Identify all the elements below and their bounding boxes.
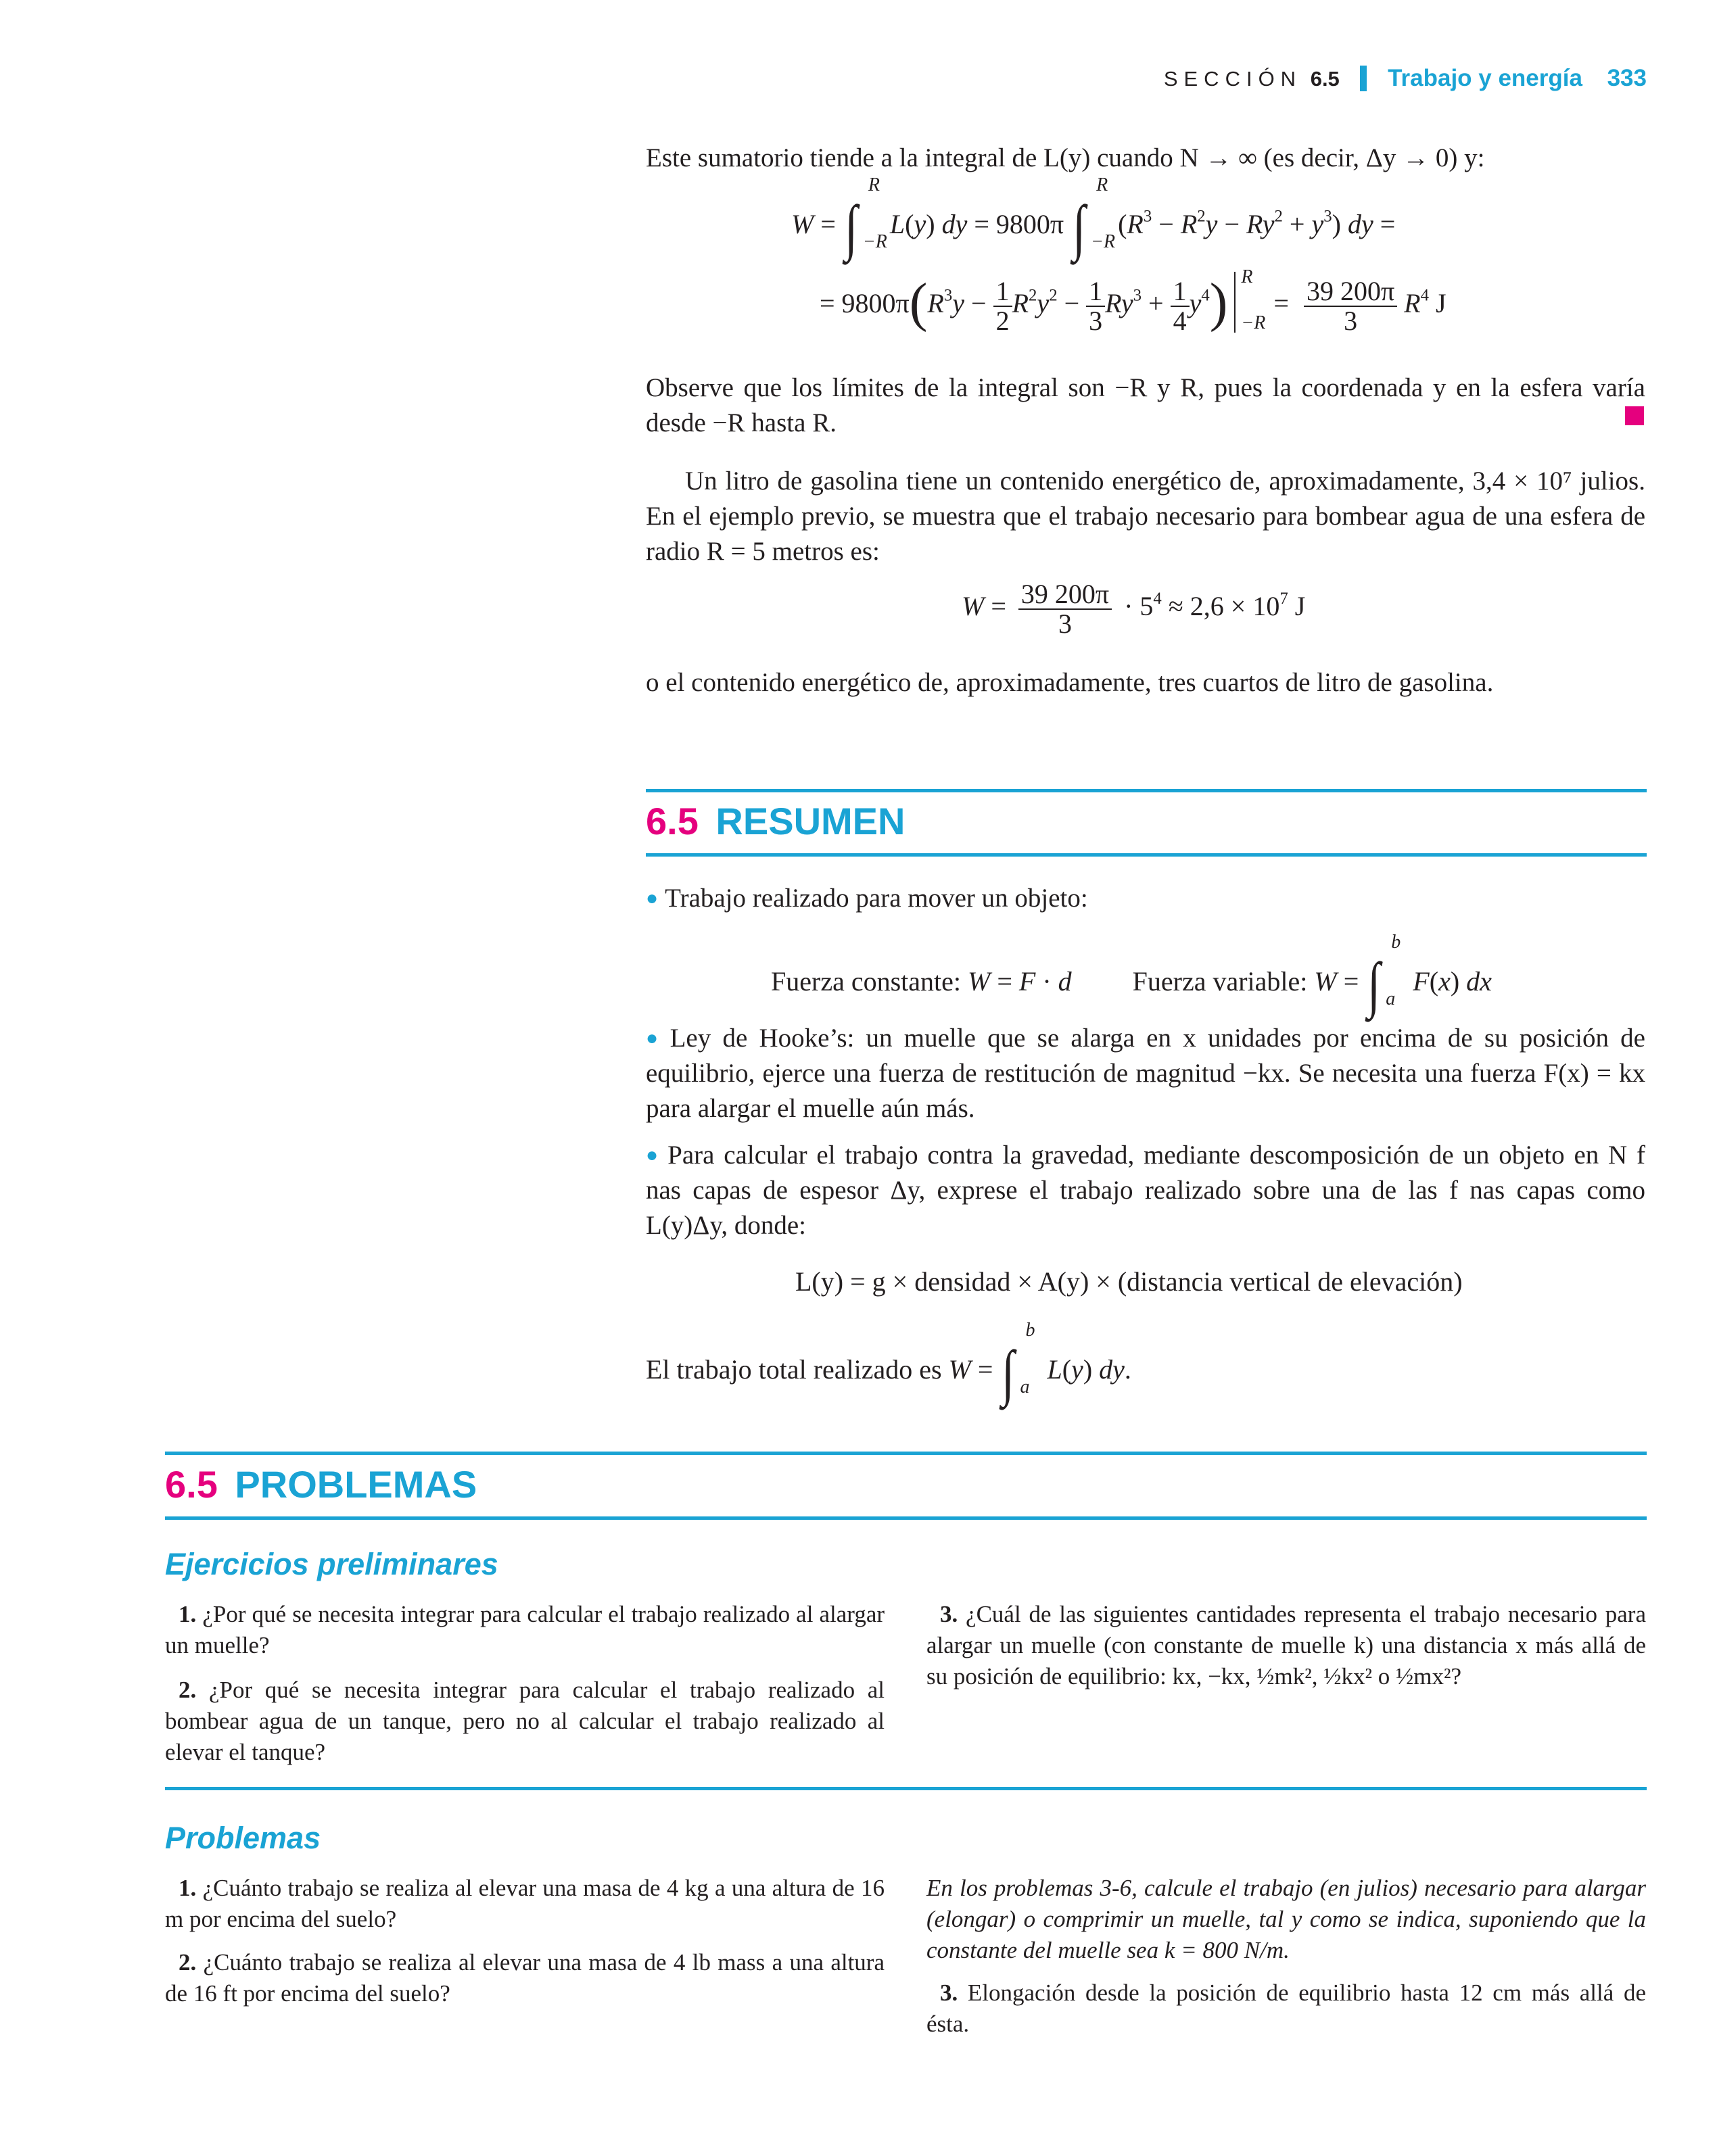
problema-3 xyxy=(926,1978,1646,2040)
resumen-bullet-1 xyxy=(646,881,1645,916)
page-number: 333 xyxy=(1607,65,1647,91)
ejercicio-1-text: ¿Por qué se necesita integrar para calcular el trabajo realizado al alargar un muelle? xyxy=(165,1601,885,1658)
fuerza-constante-label: Fuerza constante: xyxy=(771,966,961,997)
ejercicio-3-number: 3. xyxy=(940,1601,958,1627)
gasolina-paragraph: Un litro de gasolina tiene un contenido energético de, aproximadamente, 3,4 × 10⁷ julios. En el ejemplo previo, se muestra que el trabajo necesario para bombear agua de una esfera de radio R = 5 metros es: xyxy=(646,466,1645,566)
ejercicio-1 xyxy=(165,1599,885,1661)
problema-3-number: 3. xyxy=(940,1980,958,2006)
resumen-heading xyxy=(646,799,905,843)
bullet-icon: ● xyxy=(646,1027,663,1049)
ejercicio-3 xyxy=(926,1599,1646,1692)
ejercicio-2 xyxy=(165,1675,885,1768)
bullet-icon: ● xyxy=(646,887,659,909)
resumen-bottom-rule xyxy=(646,853,1647,857)
equation-work-integral-line2: = $9800\pi(R^3y$ − $\frac{1}{2}$ $R^2y^2$ − $\frac{1}{3}$ $Ry^3$ + $\frac{1}{4}$ $y^4$) R −R = $\frac{39 200\pi}{3}$ $R^4$ J xyxy=(820,266,1446,336)
problema-1-number: 1. xyxy=(179,1875,197,1901)
section-label: SECCIÓN xyxy=(1163,67,1302,91)
bullet-icon: ● xyxy=(646,1144,661,1166)
problemas-heading xyxy=(165,1462,477,1506)
problemas-divider-rule xyxy=(165,1787,1647,1790)
ejercicio-2-number: 2. xyxy=(179,1677,197,1703)
resumen-bullet-3-text: Para calcular el trabajo contra la gravedad, mediante descomposición de un objeto en N f nas capas de espesor Δy, exprese el trabajo realizado sobre una de las f nas capas como L(y)Δy, donde: xyxy=(646,1141,1645,1240)
equation-layer-work: L(y) = g × densidad × A(y) × (distancia vertical de elevación) xyxy=(795,1266,1463,1297)
problema-2-number: 2. xyxy=(179,1949,197,1975)
problemas-title: PROBLEMAS xyxy=(235,1463,477,1506)
resumen-top-rule xyxy=(646,789,1647,792)
problemas-bottom-rule xyxy=(165,1516,1647,1520)
resumen-bullet-2 xyxy=(646,1021,1645,1126)
problemas-instructions: En los problemas 3-6, calcule el trabajo (en julios) necesario para alargar (elongar) o comprimir un muelle, tal y como se indica, suponiendo que la constante del muelle sea k = 800 N/m. xyxy=(926,1875,1646,1963)
equation-work-radius-5: W = $\frac{39 200\pi}{3}$ · $5^4 \approx 2,6 \times 10^7$ J xyxy=(962,579,1306,639)
ejercicio-3-text: ¿Cuál de las siguientes cantidades representa el trabajo necesario para alargar un muelle (con constante de muelle k) una distancia x más allá de su posición de equilibrio: kx, −kx, ½mk², ½kx² o ½mx²? xyxy=(926,1601,1646,1690)
problemas-subheading: Problemas xyxy=(165,1821,321,1855)
observe-paragraph: Observe que los límites de la integral son −R y R, pues la coordenada y en la esfera varía desde −R hasta R. xyxy=(646,373,1645,437)
equation-total-work: El trabajo total realizado es W = ∫ b a L(y) dy. xyxy=(646,1320,1131,1407)
resumen-number: 6.5 xyxy=(646,800,699,842)
intro-paragraph: Este sumatorio tiende a la integral de L(y) cuando N → ∞ (es decir, Δy → 0) y: xyxy=(646,143,1485,172)
fuerza-variable-label: Fuerza variable: xyxy=(1132,966,1308,997)
problema-2-text: ¿Cuánto trabajo se realiza al elevar una masa de 4 lb mass a una altura de 16 ft por encima del suelo? xyxy=(165,1949,885,2007)
equation-force-work: Fuerza constante: W = F · d Fuerza variable: W = ∫ b a F(x) dx xyxy=(771,932,1492,1019)
header-divider xyxy=(1360,66,1367,91)
end-of-example-square xyxy=(1625,406,1644,425)
problema-2 xyxy=(165,1947,885,2009)
section-number: 6.5 xyxy=(1310,67,1340,91)
ejercicio-2-text: ¿Por qué se necesita integrar para calcular el trabajo realizado al bombear agua de un tanque, pero no al calcular el trabajo realizado al elevar el tanque? xyxy=(165,1677,885,1765)
equation-work-integral-line1: W = ∫ R −R L(y) dy = 9800π ∫ R −R $(R^3 - R^2y - Ry^2 + y^3)$ dy = xyxy=(791,174,1396,262)
header-title: Trabajo y energía xyxy=(1388,65,1582,91)
problemas-top-rule xyxy=(165,1452,1647,1455)
problemas-number: 6.5 xyxy=(165,1463,218,1506)
resumen-bullet-3 xyxy=(646,1138,1645,1243)
resumen-bullet-1-text: Trabajo realizado para mover un objeto: xyxy=(665,884,1088,913)
total-work-label: El trabajo total realizado es xyxy=(646,1354,942,1385)
ejercicio-1-number: 1. xyxy=(179,1601,197,1627)
energia-paragraph: o el contenido energético de, aproximadamente, tres cuartos de litro de gasolina. xyxy=(646,668,1494,697)
problema-1 xyxy=(165,1873,885,1935)
problema-3-text: Elongación desde la posición de equilibrio hasta 12 cm más allá de ésta. xyxy=(926,1980,1646,2037)
resumen-title: RESUMEN xyxy=(715,800,905,842)
problema-1-text: ¿Cuánto trabajo se realiza al elevar una masa de 4 kg a una altura de 16 m por encima del suelo? xyxy=(165,1875,885,1932)
resumen-bullet-2-text: Ley de Hooke’s: un muelle que se alarga en x unidades por encima de su posición de equilibrio, ejerce una fuerza de restitución de magnitud −kx. Se necesita una fuerza F(x) = kx para alargar el muelle aún más. xyxy=(646,1024,1645,1123)
running-header xyxy=(1164,65,1647,92)
ejercicios-heading: Ejercicios preliminares xyxy=(165,1547,498,1581)
